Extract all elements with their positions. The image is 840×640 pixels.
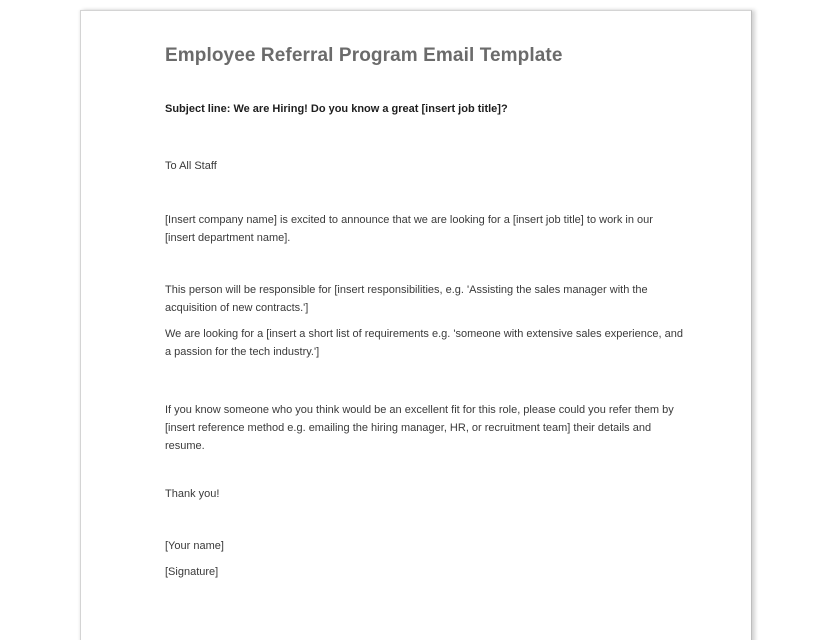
email-paragraph-intro: [Insert company name] is excited to announce that we are looking for a [insert job title] to work in our [insert department name]. xyxy=(165,214,653,244)
email-closing: Thank you! xyxy=(165,488,220,500)
email-subject-line: Subject line: We are Hiring! Do you know a great [insert job title]? xyxy=(165,103,508,115)
email-paragraph-referral: If you know someone who you think would be an excellent fit for this role, please could you refer them by [insert reference method e.g. emailing the hiring manager, HR, or recruitment team] their details and resume. xyxy=(165,404,674,452)
email-name-placeholder: [Your name] xyxy=(165,540,224,552)
document-page xyxy=(80,10,752,640)
email-signature-placeholder: [Signature] xyxy=(165,566,219,578)
document-body xyxy=(165,45,725,578)
email-greeting: To All Staff xyxy=(165,160,217,172)
email-paragraph-responsibilities: This person will be responsible for [insert responsibilities, e.g. 'Assisting the sales manager with the acquisition of new contracts.'] xyxy=(165,284,648,314)
document-title: Employee Referral Program Email Template xyxy=(165,45,563,66)
email-paragraph-requirements: We are looking for a [insert a short list of requirements e.g. 'someone with extensive sales experience, and a passion for the tech industry.'] xyxy=(165,328,683,358)
